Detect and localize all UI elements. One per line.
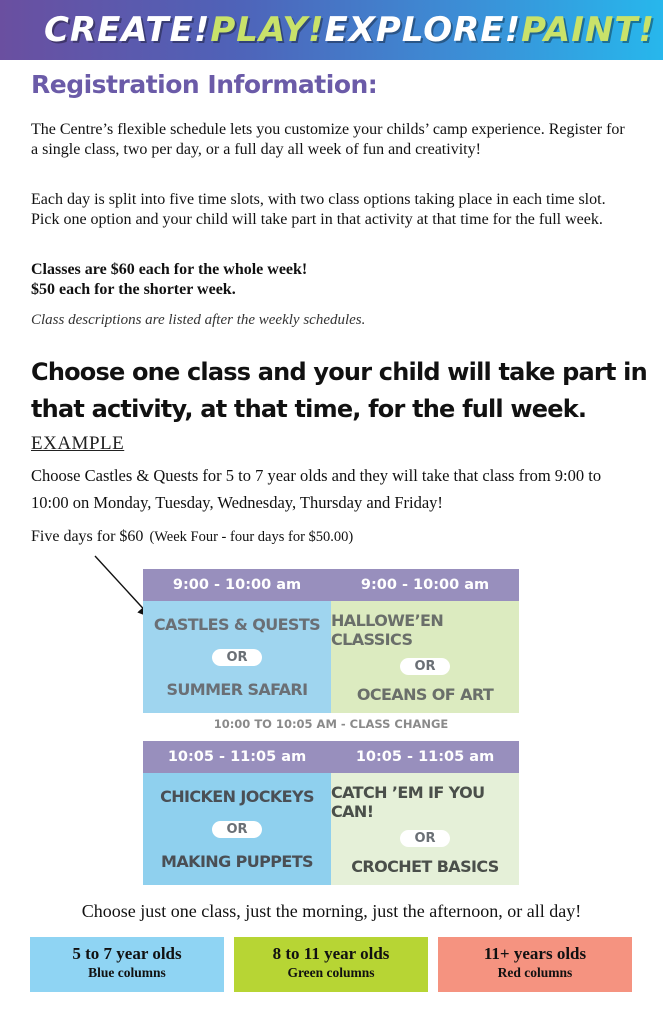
- price-shorter-week: $50 each for the shorter week.: [31, 281, 236, 298]
- class-name: CATCH ’EM IF YOU CAN!: [331, 782, 485, 821]
- class-change-note: 10:00 TO 10:05 AM - CLASS CHANGE: [213, 717, 449, 731]
- or-badge: OR: [212, 649, 261, 666]
- schedule-block-morning-1: [143, 569, 519, 713]
- class-option-green: [331, 601, 519, 713]
- class-name: SUMMER SAFARI: [166, 679, 308, 699]
- legend-title: 5 to 7 year olds: [72, 944, 182, 963]
- class-option-blue: [143, 601, 331, 713]
- class-row: [143, 601, 519, 713]
- time-slot-left: 9:00 - 10:00 am: [172, 577, 302, 593]
- legend-title: 11+ years olds: [483, 944, 587, 963]
- legend-blue-age-group: [30, 937, 224, 992]
- registration-heading: Registration Information:: [31, 70, 378, 99]
- choose-heading: Choose one class and your child will take part in that activity, at that time, for the full week.: [31, 358, 647, 423]
- legend-subtitle: Blue columns: [88, 965, 166, 980]
- class-option-green: [331, 773, 519, 885]
- class-name: OCEANS OF ART: [356, 684, 494, 704]
- registration-paragraph-1: The Centre’s flexible schedule lets you customize your childs’ camp experience. Register for a single class, two per day, or a full day all week of fun and creativity!: [31, 121, 625, 158]
- price-whole-week: Classes are $60 each for the whole week!: [31, 261, 308, 278]
- legend-green-age-group: [234, 937, 428, 992]
- week-four-text: (Week Four - four days for $50.00): [149, 529, 354, 545]
- time-slot-right: 10:05 - 11:05 am: [355, 749, 495, 765]
- legend-red-age-group: [438, 937, 632, 992]
- class-row: [143, 773, 519, 885]
- five-days-text: Five days for $60: [31, 528, 144, 545]
- banner-word-explore: EXPLORE!: [324, 10, 522, 50]
- or-badge: OR: [212, 821, 261, 838]
- legend-subtitle: Green columns: [287, 965, 375, 980]
- class-name: CHICKEN JOCKEYS: [160, 787, 314, 807]
- class-name: MAKING PUPPETS: [161, 851, 313, 871]
- registration-paragraph-2: Each day is split into five time slots, with two class options taking place in each time slot. Pick one option and your child will take part in that activity at that time for the full week.: [31, 191, 606, 228]
- example-label: EXAMPLE: [31, 433, 125, 454]
- legend-subtitle: Red columns: [497, 965, 573, 980]
- banner-word-play: PLAY!: [210, 10, 325, 50]
- class-name: CROCHET BASICS: [351, 856, 499, 876]
- schedule-block-morning-2: [143, 741, 519, 885]
- class-descriptions-note: Class descriptions are listed after the weekly schedules.: [31, 312, 366, 328]
- class-option-blue: [143, 773, 331, 885]
- or-badge: OR: [400, 830, 449, 847]
- time-row: [143, 741, 519, 773]
- time-slot-right: 9:00 - 10:00 am: [360, 577, 490, 593]
- class-name: HALLOWE’EN CLASSICS: [331, 610, 444, 649]
- choose-just-one-note: Choose just one class, just the morning, just the afternoon, or all day!: [81, 901, 582, 921]
- banner-word-create: CREATE!: [44, 10, 211, 50]
- banner-word-paint: PAINT!: [521, 10, 656, 50]
- class-name: CASTLES & QUESTS: [153, 615, 321, 635]
- or-badge: OR: [400, 658, 449, 675]
- legend-title: 8 to 11 year olds: [272, 944, 390, 963]
- example-text: Choose Castles & Quests for 5 to 7 year olds and they will take that class from 9:00 to 10:00 on Monday, Tuesday, Wednesday, Thursday and Friday!: [31, 466, 602, 512]
- time-slot-left: 10:05 - 11:05 am: [167, 749, 307, 765]
- time-row: [143, 569, 519, 601]
